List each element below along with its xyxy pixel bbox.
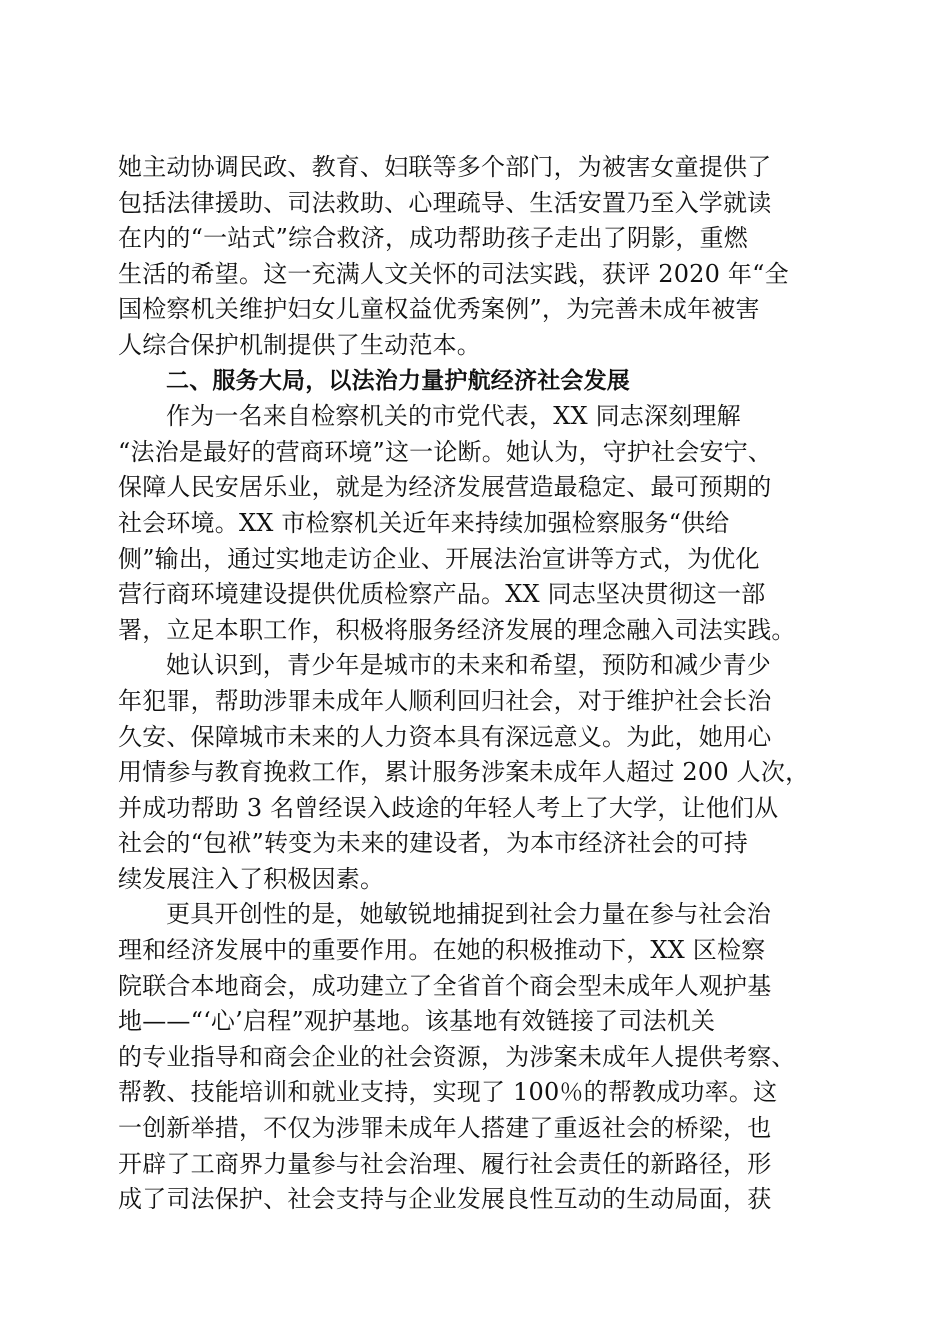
body-line: 成了司法保护、社会支持与企业发展良性互动的生动局面，获 (118, 1185, 772, 1214)
body-line: 续发展注入了积极因素。 (118, 864, 385, 893)
body-line: 在内的“一站式”综合救济，成功帮助孩子走出了阴影，重燃 (118, 224, 748, 253)
paragraph-first-line: 作为一名来自检察机关的市党代表，XX 同志深刻理解 (166, 402, 741, 431)
body-line: 她主动协调民政、教育、妇联等多个部门，为被害女童提供了 (118, 153, 772, 181)
body-line: 的专业指导和商会企业的社会资源，为涉案未成年人提供考察、 (118, 1042, 796, 1071)
body-line: 开辟了工商界力量参与社会治理、履行社会责任的新路径，形 (118, 1149, 772, 1178)
body-line: 地——“‘心’启程”观护基地。该基地有效链接了司法机关 (118, 1007, 716, 1036)
body-line: 侧”输出，通过实地走访企业、开展法治宣讲等方式，为优化 (118, 544, 760, 573)
paragraph-first-line: 她认识到，青少年是城市的未来和希望，预防和减少青少 (166, 651, 771, 680)
body-line: 包括法律援助、司法救助、心理疏导、生活安置乃至入学就读 (118, 188, 772, 217)
body-line: 帮教、技能培训和就业支持，实现了 100％的帮教成功率。这 (118, 1078, 778, 1107)
body-line: 保障人民安居乐业，就是为经济发展营造最稳定、最可预期的 (118, 473, 772, 502)
body-line: 年犯罪，帮助涉罪未成年人顺利回归社会，对于维护社会长治 (118, 686, 772, 715)
body-line: 署，立足本职工作，积极将服务经济发展的理念融入司法实践。 (118, 615, 796, 644)
body-line: 理和经济发展中的重要作用。在她的积极推动下，XX 区检察 (118, 936, 766, 965)
body-line: 院联合本地商会，成功建立了全省首个商会型未成年人观护基 (118, 971, 772, 1000)
body-line: 久安、保障城市未来的人力资本具有深远意义。为此，她用心 (118, 722, 772, 751)
body-line: 并成功帮助 3 名曾经误入歧途的年轻人考上了大学，让他们从 (118, 793, 779, 822)
body-line: “法治是最好的营商环境”这一论断。她认为，守护社会安宁、 (118, 437, 773, 466)
body-line: 人综合保护机制提供了生动范本。 (118, 330, 481, 359)
body-line: 用情参与教育挽救工作，累计服务涉案未成年人超过 200 人次， (118, 758, 810, 787)
document-body (118, 150, 832, 1218)
body-line: 社会环境。XX 市检察机关近年来持续加强检察服务“供给 (118, 508, 730, 537)
section-heading: 二、服务大局，以法治力量护航经济社会发展 (166, 367, 630, 394)
body-line: 社会的“包袱”转变为未来的建设者，为本市经济社会的可持 (118, 829, 748, 858)
body-line: 营行商环境建设提供优质检察产品。XX 同志坚决贯彻这一部 (118, 580, 766, 609)
body-line: 一创新举措，不仅为涉罪未成年人搭建了重返社会的桥梁，也 (118, 1114, 772, 1143)
paragraph-first-line: 更具开创性的是，她敏锐地捕捉到社会力量在参与社会治 (166, 900, 771, 929)
body-line: 国检察机关维护妇女儿童权益优秀案例”，为完善未成年被害 (118, 295, 760, 324)
body-line: 生活的希望。这一充满人文关怀的司法实践，获评 2020 年“全 (118, 259, 789, 288)
